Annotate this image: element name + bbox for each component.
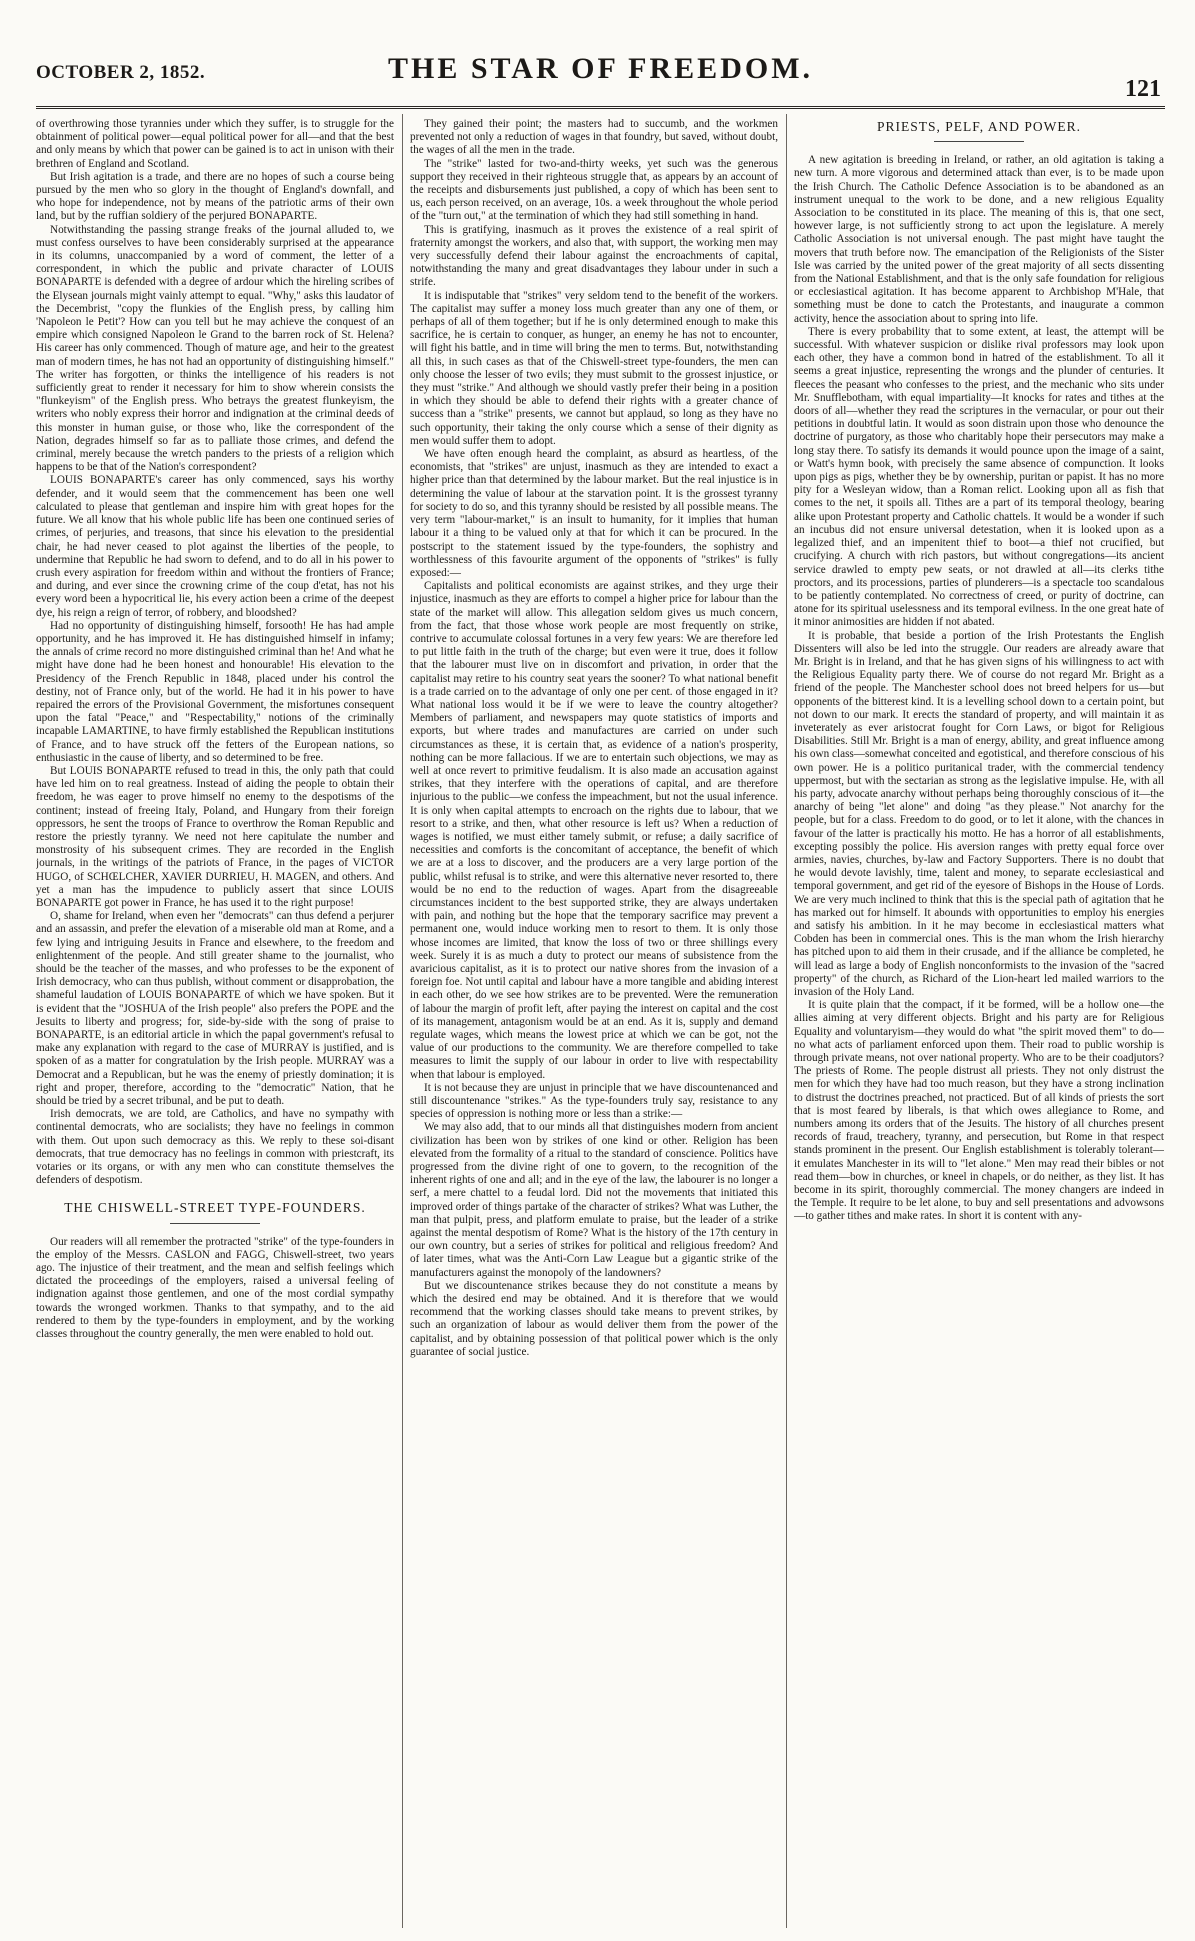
paragraph: It is quite plain that the compact, if it be formed, will be a hollow one—the allies aiming at very different objects. Bright and his party are for Religious Equality and voluntaryism—they would do what "the spirit moved them" to do—no what acts of parliament enforced upon them. Their road to public worship is through private means, not over national property. Who are to be their coadjutors? The priests of Rome. The people distrust all priests. They not only distrust the men for which they have had too much reason, but they have a strong inclination to distrust the doctrines preached, not practiced. But of all kinds of priests the sort that is most feared by liberals, is that which owes allegiance to Rome, and numbers among its orders that of the Jesuits. The history of all churches present records of fraud, treachery, tyranny, and persecution, but Rome in that respect stands prominent in the present. Our English establishment is tolerably tolerant—it emulates Manchester in its will to "let alone." Men may read their bibles or not read them—bow in churches, or kneel in chapels, or do neither, as they list. It has become in its spirit, thoroughly commercial. The money changers are indeed in the Temple. It require to be let alone, to buy and sell presentations and advowsons—to gather tithes and make rates. In short it is content with any-	[794, 999, 1164, 1223]
paragraph: O, shame for Ireland, when even her "democrats" can thus defend a perjurer and an assassin, and prefer the elevation of a miserable old man at Rome, and a few lying and intriguing Jesuits in France and elsewhere, to the freedom and enlightenment of the people. And still greater shame to the journalist, who should be the teacher of the masses, and who professes to be the exponent of Irish democracy, who can thus publish, without comment or disapprobation, the shameful laudation of LOUIS BONAPARTE of which we have spoken. But it is evident that the "JOSHUA of the Irish people" also prefers the POPE and the Jesuits to liberty and progress; for, side-by-side with the song of praise to BONAPARTE, is an editorial article in which the papal government's refusal to make any explanation with regard to the case of MURRAY is justified, and is spoken of as a matter for congratulation by the Irish people. MURRAY was a Democrat and a Republican, but he was the enemy of priestly domination; it is right and proper, therefore, according to the "democratic" Nation, that he should be tried by a secret tribunal, and be put to death.	[36, 910, 394, 1108]
column-divider	[786, 114, 787, 1928]
paragraph: LOUIS BONAPARTE's career has only commenced, says his worthy defender, and it would seem that the commencement has been one well calculated to please that gentleman and inspire him with great hopes for the future. We all know that his whole public life has been one continued series of crimes, of perjuries, and treasons, that since his elevation to the presidential chair, he had never ceased to plot against the liberties of the people, to undermine that Republic he had sworn to defend, and to do all in his power to crush every aspiration for freedom within and without the frontiers of France; and during, and ever since the crowning crime of the coup d'etat, has not his every word been a hypocritical lie, his every action been a crime of the deepest dye, his reign a reign of terror, of robbery, and bloodshed?	[36, 474, 394, 619]
paragraph: Notwithstanding the passing strange freaks of the journal alluded to, we must confess ourselves to have been considerably surprised at the appearance in its columns, unaccompanied by a word of comment, the letter of a correspondent, in which the public and private character of LOUIS BONAPARTE is defended with a degree of ardour which the hireling scribes of the Elysean journals might vainly attempt to equal. "Why," asks this laudator of the Decembrist, "copy the flunkies of the English press, by calling him 'Napoleon le Petit'? How can you tell but he may achieve the conquest of an empire which consigned Napoleon le Grand to the barren rock of St. Helena? His career has only commenced. Though of mature age, and heir to the greatest man of modern times, he has not had an opportunity of distinguishing himself." The writer has forgotten, or thinks the intelligence of his readers is not sufficiently great to render it necessary for him to show wherein consists the "flunkeyism" of the English press. Who betrays the greatest flunkeyism, the writers who nobly express their horror and indignation at the criminal deeds of this monster in human guise, or those who, like the correspondent of the Nation, degrades himself so far as to palliate those crimes, and defend the criminal, merely because the wretch panders to the priests of a religion which happens to be that of the Nation's correspondent?	[36, 223, 394, 474]
masthead	[36, 0, 1165, 112]
paragraph: Irish democrats, we are told, are Catholics, and have no sympathy with continental democrats, who are socialists; they have no feelings in common with them. Out upon such democracy as this. We reply to these soi-disant democrats, that true democracy has no feelings in common with priestcraft, its votaries or its organs, or with any men who can constitute themselves the defenders of despotism.	[36, 1108, 394, 1187]
paragraph: They gained their point; the masters had to succumb, and the workmen prevented not only a reduction of wages in that foundry, but saved, without doubt, the wages of all the men in the trade.	[410, 118, 778, 157]
column-divider	[402, 114, 403, 1928]
paragraph: This is gratifying, inasmuch as it proves the existence of a real spirit of fraternity amongst the workers, and also that, with support, the working men may very successfully defend their labour against the encroachments of capital, notwithstanding the many and great disadvantages they labour under in such a strife.	[410, 223, 778, 289]
article-heading: PRIESTS, PELF, AND POWER.	[794, 120, 1164, 142]
page-number: 121	[1125, 76, 1161, 102]
paragraph: of overthrowing those tyrannies under which they suffer, is to struggle for the obtainment of political power—equal political power for all—and that the best and only means by which that power can be gained is to act in unison with their brethren of England and Scotland.	[36, 118, 394, 170]
paragraph: The "strike" lasted for two-and-thirty weeks, yet such was the generous support they received in their righteous struggle that, as appears by an account of the receipts and disbursements just published, a copy of which has been sent to us, each person received, on an average, 10s. a week throughout the whole period of the "turn out," at the termination of which they had still something in hand.	[410, 157, 778, 223]
paragraph: We have often enough heard the complaint, as absurd as heartless, of the economists, that "strikes" are unjust, inasmuch as they are intended to exact a higher price than that determined by the labour market. But the real injustice is in determining the value of labour at the starvation point. It is the grossest tyranny for society to do so, and this tyranny should be resisted by all possible means. The very term "labour-market," is an insult to humanity, for it implies that human labour it a thing to be valued only at that for which it can be procured. In the postscript to the statement issued by the type-founders, the sophistry and worthlessness of this favourite argument of the opponents of "strikes" is fully exposed:—	[410, 448, 778, 579]
column-2	[410, 118, 778, 1928]
header-rule	[36, 106, 1165, 109]
paragraph: Our readers will all remember the protracted "strike" of the type-founders in the employ of the Messrs. CASLON and FAGG, Chiswell-street, two years ago. The injustice of their treatment, and the mean and selfish feelings which dictated the proceedings of the employers, raised a universal feeling of indignation against those gentlemen, and one of the most cordial sympathy towards the wronged workmen. Thanks to that sympathy, and to the aid rendered to them by the type-founders in employment, and by the working classes throughout the country generally, the men were enabled to hold out.	[36, 1235, 394, 1341]
column-3	[794, 118, 1164, 1928]
newspaper-title: THE STAR OF FREEDOM.	[387, 52, 814, 85]
paragraph: But LOUIS BONAPARTE refused to tread in this, the only path that could have led him on to real greatness. Instead of aiding the people to obtain their freedom, he was eager to prove himself no enemy to the despotisms of the continent; instead of freeing Italy, Poland, and Hungary from their foreign oppressors, he sent the troops of France to overthrow the Roman Republic and restore the priestly tyranny. We need not here capitulate the number and monstrosity of his subsequent crimes. They are recorded in the English journals, in the writings of the patriots of France, in the pages of VICTOR HUGO, of SCHŒLCHER, XAVIER DURRIEU, H. MAGEN, and others. And yet a man has the impudence to publicly assert that since LOUIS BONAPARTE got power in France, he has used it to the right purpose!	[36, 764, 394, 909]
paragraph: We may also add, that to our minds all that distinguishes modern from ancient civilization has been won by strikes of one kind or other. Religion has been elevated from the formality of a ritual to the standard of conscience. Politics have progressed from the divine right of one to govern, to the recognition of the inherent rights of one and all; and in the eye of the law, the labourer is no longer a serf, a mere chattel to a feudal lord. Did not the movements that initiated this improved order of things partake of the character of strikes? What was Luther, the man that pulpit, press, and platform emulate to praise, but the leader of a strike against the mental despotism of Rome? What is the history of the 17th century in our own country, but a series of strikes for political and religious freedom? And of later times, what was the Anti-Corn Law League but a gigantic strike of the manufacturers against the monopoly of the landowners?	[410, 1121, 778, 1279]
paragraph: It is not because they are unjust in principle that we have discountenanced and still discountenance "strikes." As the type-founders truly say, resistance to any species of oppression is nothing more or less than a strike:—	[410, 1081, 778, 1121]
paragraph: Had no opportunity of distinguishing himself, forsooth! He has had ample opportunity, and he has improved it. He has distinguished himself in infamy; the annals of crime record no more distinguished criminal than he! And what he might have done had he been honest and honourable! His elevation to the Presidency of the French Republic in 1848, placed under his control the destiny, not of France only, but of the world. He had it in his power to have repaired the errors of the Provisional Government, the misfortunes consequent upon the fatal "Peace," and "Respectability," notions of the criminally incapable LAMARTINE, to have firmly established the Republican institutions of France, and to have struck off the fetters of the European nations, so enthusiastic in the cause of liberty, and so determined to be free.	[36, 619, 394, 764]
issue-date: OCTOBER 2, 1852.	[36, 62, 206, 83]
paragraph: It is indisputable that "strikes" very seldom tend to the benefit of the workers. The capitalist may suffer a money loss much greater than any one of them, or perhaps of all of them together; but if he is only determined enough to make this sacrifice, he is certain to conquer, as hunger, an enemy he has not to encounter, will fight his battle, and in time will bring the men to terms. But, notwithstanding all this, in such cases as that of the Chiswell-street type-founders, the men can only choose the lesser of two evils; they must submit to the grossest injustice, or they must "strike." And although we should vastly prefer their being in a position in which they should be able to defend their rights with a greater chance of success than a "strike" presents, we cannot but applaud, so long as they have no such opportunity, their taking the only course which a sense of their dignity as men would suffer them to adopt.	[410, 289, 778, 447]
paragraph: There is every probability that to some extent, at least, the attempt will be successful. With whatever suspicion or dislike rival professors may look upon each other, they have a common bond in hatred of the establishment. To all it seems a great injustice, representing the wrongs and the plunder of centuries. It fleeces the peasant who confesses to the priest, and the mechanic who sits under Mr. Snufflebotham, with equal impartiality—It knocks for rates and tithes at the doors of all—whether they read the scriptures in the vernacular, or pour out their petitions in doubtful latin. It would as soon distrain upon those who denounce the doctrine of purgatory, as those who charitably hope their persecutors may make a long stay there. To satisfy its demands it would pounce upon the image of a saint, or Watt's hymn book, with precisely the same absence of compunction. It looks upon pigs as pigs, whether they be by ownership, puritan or papist. It has no more pity for a Wesleyan widow, than a Roman relict. Looking upon all as fish that comes to the net, it spoils all. Tithes are a part of its temporal theology, bearing alike upon Protestant property and Catholic chattels. It would be a wonder if such an incubus did not ensure universal detestation, when it is looked upon as a legalized thief, and an impenitent thief to boot—a thief not crucified, but crucifying. A church with rich pastors, but without congregations—its ancient service drawled to empty pew seats, or not drawled at all—its clerks tithe proctors, and its processions, parties of plunderers—is a spectacle too scandalous to be patiently contemplated. No correctness of creed, or purity of doctrine, can atone for its spiritual uselessness and its temporal evilness. In the one great hate of it minor animosities are hidden if not abated.	[794, 325, 1164, 629]
column-1-body	[36, 118, 394, 1187]
paragraph: But Irish agitation is a trade, and there are no hopes of such a course being pursued by the men who so glory in the thought of England's downfall, and who hope for independence, not by means of the patriotic arms of their own land, but by the ruffian soldiery of the perjured BONAPARTE.	[36, 170, 394, 223]
paragraph: A new agitation is breeding in Ireland, or rather, an old agitation is taking a new turn. A more vigorous and determined attack than ever, is to be made upon the Irish Church. The Catholic Defence Association is to be abandoned as an instrument unequal to the work to be done, and a new religious Equality Association to be constituted in its place. The meaning of this is, that one sect, however large, is not sufficiently strong to act upon the legislature. A merely Catholic Association is not universal enough. The past might have taught the movers that truth before now. The emancipation of the Religionists of the Sister Isle was carried by the united power of the great majority of all sects dissenting from the National Establishment, and that is the only safe foundation for religious or ecclesiastical agitation. It has become apparent to Archbishop M'Hale, that something must be done to catch the Protestants, and inaugurate a common activity, hence the association about to spring into life.	[794, 154, 1164, 325]
paragraph: It is probable, that beside a portion of the Irish Protestants the English Dissenters will also be led into the struggle. Our readers are already aware that Mr. Bright is in Ireland, and that he has given signs of his willingness to act with the Religious Equality party there. We of course do not regard Mr. Bright as a friend of the people. The Manchester school does not breed helpers for us—but opponents of the bitterest kind. It is a levelling school down to a certain point, but not down to our mark. It erects the standard of property, and will maintain it as inveterately as ever aristocrat fought for Corn Laws, or bigot for Religious Disabilities. Still Mr. Bright is a man of energy, ability, and great influence among his own class—somewhat conceited and egotistical, and therefore conscious of his own power. He is a politico puritanical trader, with the commercial tendency uppermost, but with the sectarian as strong as the legislative impulse. He, with all his party, advocate anarchy without perhaps being thoroughly conscious of it—the anarchy of being "let alone" and doing "as they please." Not anarchy for the people, but for a class. Freedom to do good, or to let it alone, with the chances in favour of the latter is practically his motto. He has a horror of all establishments, excepting possibly the police. His aversion ranges with pretty equal force over armies, navies, churches, by-law and Factory Supporters. There is no doubt that he would devote lavishly, time, talent and money, to separate ecclesiastical and temporal government, and get rid of the eyesore of Bishops in the House of Lords. We are very much inclined to think that this is the special path of agitation that he has marked out for himself. It abounds with opportunities to employ his energies and satisfy his ambition. In it he may become in ecclesiastical matters what Cobden has been in commercial ones. This is the man whom the Irish hierarchy has pitched upon to aid them in their crusade, and if the alliance be completed, he will lead as large a body of English nonconformists to the invasion of the "sacred property" of the church, as Richard of the Lion-heart led mailed warriors to the invasion of the Holy Land.	[794, 629, 1164, 998]
article-body	[36, 1236, 394, 1342]
paragraph: But we discountenance strikes because they do not constitute a means by which the desired end may be obtained. And it is therefore that we would recommend that the working classes should take means to prevent strikes, by such an organization of labour as would deliver them from the power of the capitalist, and by obtaining possession of that political power which is the only guarantee of social justice.	[410, 1279, 778, 1358]
article-heading: THE CHISWELL-STREET TYPE-FOUNDERS.	[36, 1201, 394, 1223]
paragraph: Capitalists and political economists are against strikes, and they urge their injustice, inasmuch as they are efforts to compel a higher price for labour than the state of the market will allow. This allegation seldom gives us much concern, from the fact, that those whose work people are most frequently on strike, contrive to accumulate colossal fortunes in a very few years: We are therefore led to put little faith in the truth of the charge; but even were it true, does it follow that the labourer must live on in discomfort and privation, in order that the capitalist may retire to his country seat years the sooner? To what national benefit is a trade carried on to the advantage of only one per cent. of those engaged in it? What national loss would it be if we were to leave the country altogether? Members of parliament, and newspapers may quote statistics of imports and exports, but where trades and manufactures are carried on under such circumstances as these, it is certain that, as evidence of a nation's prosperity, nothing can be more fallacious. If we are to entertain such objections, we may as well at once revert to primitive feudalism. It is also made an accusation against strikes, that they interfere with the operations of capital, and are therefore injurious to the public—we confess the impeachment, but not the usual inference. It is only when capital attempts to encroach on the rights due to labour, that we resort to a strike, and then, what other resource is left us? When a reduction of wages is notified, we must either tamely submit, or refuse; a daily sacrifice of necessities and comforts is the concomitant of acceptance, the benefit of which we are at a loss to discover, and the producers are a very large portion of the public, whilst refusal is to strike, and were this alternative never resorted to, there would be no end to the reduction of wages. Apart from the disagreeable circumstances incident to the best supported strike, they are always undertaken with pain, and nothing but the hope that the temporary sacrifice may prevent a permanent one, would induce working men to resort to them. It is only those whose incomes are limited, that know the loss of two or three shillings every week. Surely it is as much a duty to protect our means of subsistence from the avaricious capitalist, as it is to protect our native shores from the invasion of a foreign foe. Not until capital and labour have a more tangible and abiding interest in each other, do we see how strikes are to be prevented. Were the remuneration of labour the margin of profit left, after paying the interest on capital and the cost of its management, antagonism would be at an end. As it is, supply and demand regulate wages, which means the lowest price at which we can be got, not the value of our productions to the community. We are therefore compelled to take measures to limit the supply of our labour in order to live with respectability when that labour is employed.	[410, 580, 778, 1081]
column-1	[36, 118, 394, 1928]
column-2-body	[410, 118, 778, 1359]
column-3-body	[794, 154, 1164, 1223]
